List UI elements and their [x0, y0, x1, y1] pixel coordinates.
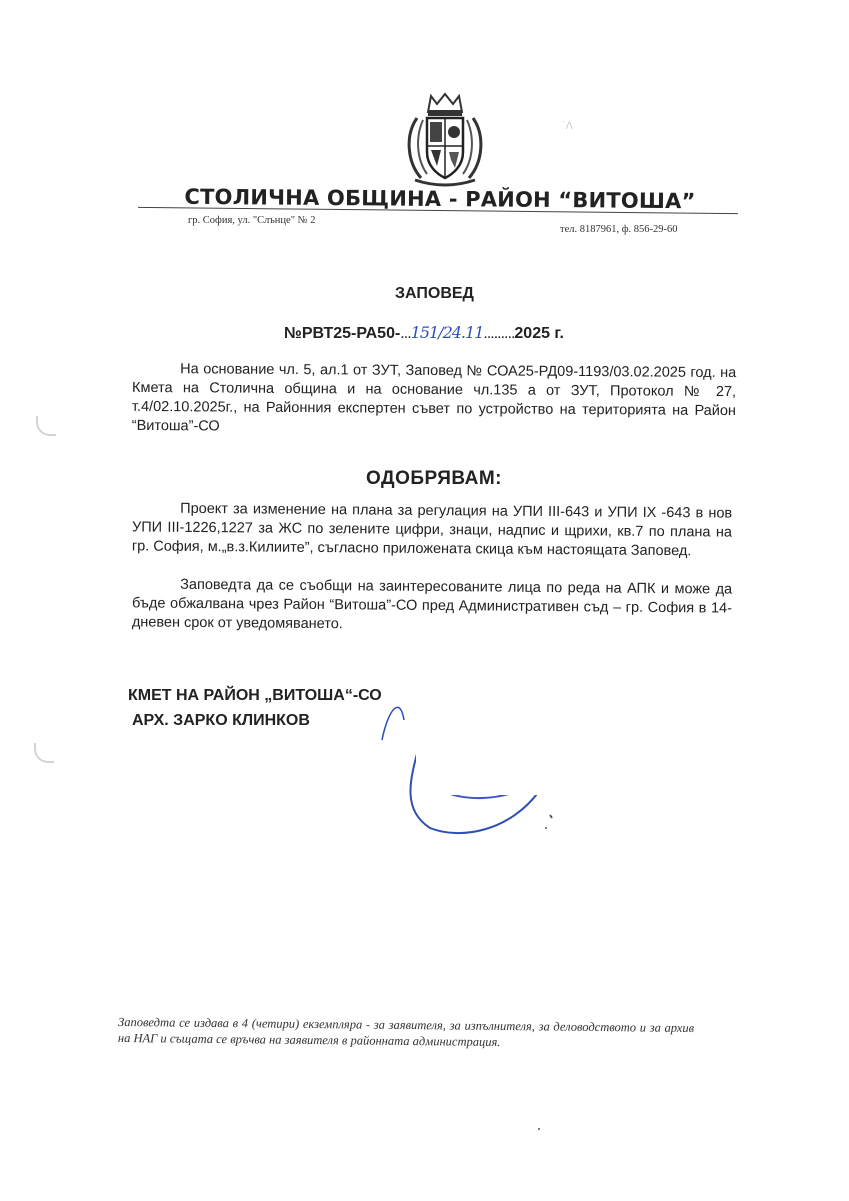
legal-basis-paragraph [132, 360, 737, 440]
organization-title: СТОЛИЧНА ОБЩИНА - РАЙОН “ВИТОША” [184, 184, 696, 214]
footer-note: Заповедта се издава в 4 (четири) екземпляра - за заявителя, за изпълнителя, за деловодството и за архив на НАГ и същата се връчва на заявителя в районната администрация. [117, 1014, 695, 1049]
project-text: Проект за изменение на плана за регулация на УПИ III-643 и УПИ IX -643 в нов УПИ III-1226,1227 за ЖС по зелените цифри, знаци, надпис и щрихи, кв.7 по плана на гр. София, м.„в.з.Килиите”, съгласно приложената скица към настоящата Заповед. [131, 500, 733, 560]
legal-basis-text: На основание чл. 5, ал.1 от ЗУТ, Заповед № СОА25-РД09-1193/03.02.2025 год. на Кмета на Столична община и на основание чл.135 а от ЗУТ, Протокол № 27, т.4/02.10.2025г., на Районния експертен съвет по устройство на територията на Район “Витоша”-СО [131, 361, 737, 435]
appeal-text: Заповедта да се съобщи на заинтересованите лица по реда на АПК и може да бъде обжалвана чрез Район “Витоша”-СО пред Административен съд – гр. София в 14-дневен срок от уведомяването. [131, 576, 733, 633]
redacted-signature-area [416, 650, 562, 795]
order-number-handwritten: 151/24.11 [410, 323, 484, 342]
organization-address: гр. София, ул. "Слънце" № 2 [188, 215, 316, 226]
punch-hole-mark [36, 416, 56, 436]
order-number-prefix: №РВТ25-РА50- [284, 325, 401, 342]
punch-hole-mark [34, 743, 54, 763]
document-title: ЗАПОВЕД [395, 285, 474, 302]
order-number-fill: ...151/24.11......... [400, 323, 515, 342]
mayor-name: АРХ. ЗАРКО КЛИНКОВ [132, 712, 310, 729]
scan-speck [545, 827, 547, 829]
mayor-title: КМЕТ НА РАЙОН „ВИТОША“-СО [128, 687, 382, 704]
project-paragraph [132, 499, 732, 561]
coat-of-arms-icon [395, 90, 495, 190]
approve-heading: ОДОБРЯВАМ: [366, 468, 503, 489]
organization-phone: тел. 8187961, ф. 856-29-60 [560, 224, 678, 235]
scan-artifact: ˙Λ [562, 120, 574, 132]
order-number-suffix: 2025 г. [514, 325, 564, 342]
appeal-paragraph [132, 575, 732, 637]
scan-speck [538, 1128, 540, 1130]
order-number [284, 323, 564, 343]
